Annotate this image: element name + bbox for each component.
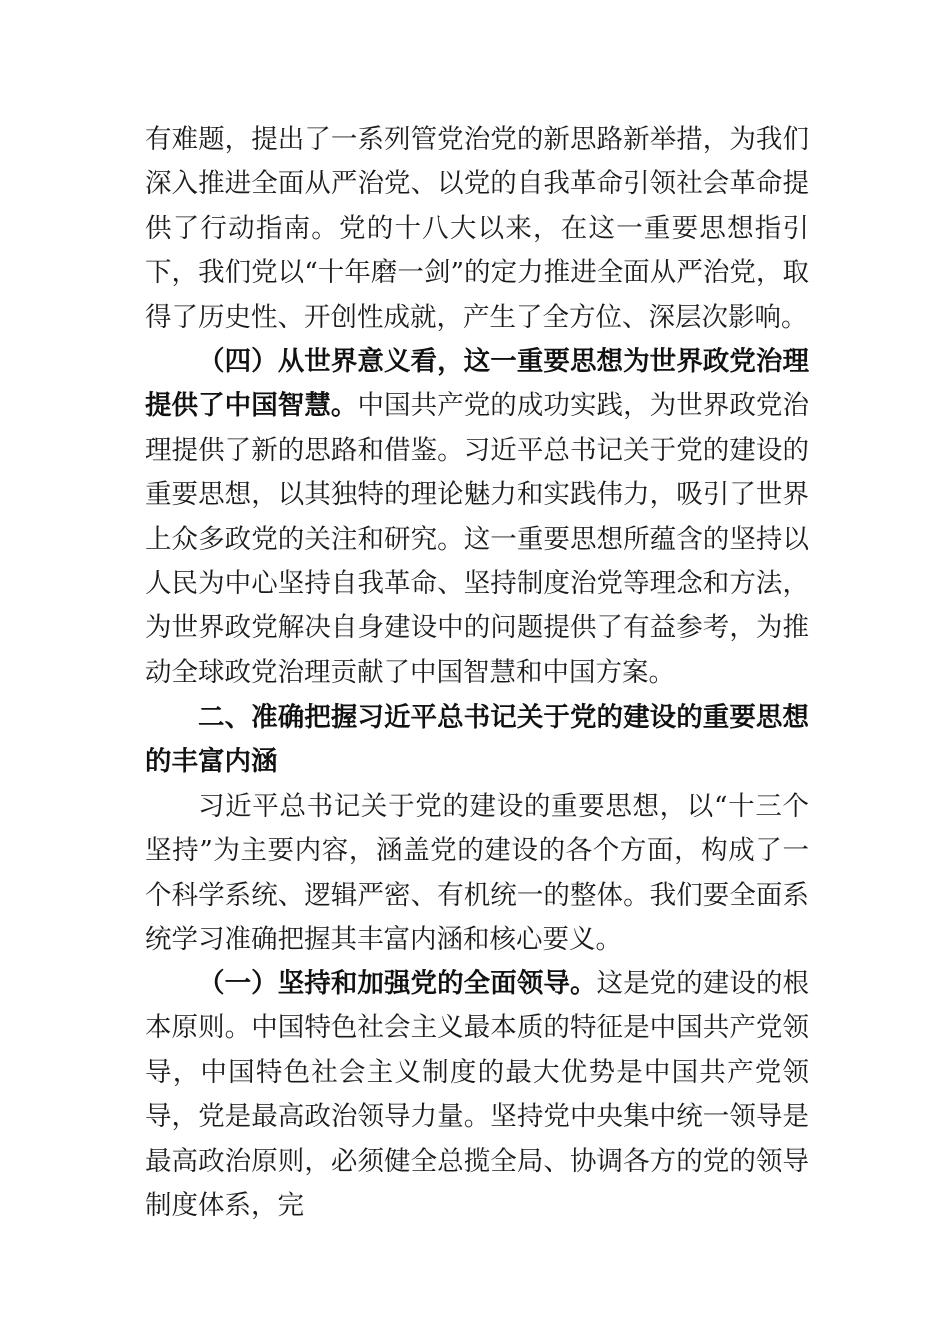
paragraph-party-leadership [145, 962, 809, 1228]
paragraph-text: 习近平总书记关于党的建设的重要思想，以“十三个坚持”为主要内容，涵盖党的建设的各个方面，构成了一个科学系统、逻辑严密、有机统一的整体。我们要全面系统学习准确把握其丰富内涵和核心要义。 [145, 791, 809, 956]
paragraph-world-significance [145, 340, 809, 695]
paragraph-body: 这是党的建设的根本原则。中国特色社会主义最本质的特征是中国共产党领导，中国特色社会主义制度的最大优势是中国共产党领导，党是最高政治领导力量。坚持党中央集中统一领导是最高政治原则，必须健全总揽全局、协调各方的党的领导制度体系，完 [145, 968, 810, 1222]
section-heading-text: 二、准确把握习近平总书记关于党的建设的重要思想的丰富内涵 [145, 702, 809, 778]
paragraph-continuation [145, 118, 809, 340]
paragraph-lead-bold: （一）坚持和加强党的全面领导。 [198, 968, 597, 999]
paragraph-lead-bold: （四）从世界意义看，这一重要思想为世界政党治理提供了中国智慧。 [145, 346, 809, 422]
paragraph-body: 中国共产党的成功实践，为世界政党治理提供了新的思路和借鉴。习近平总书记关于党的建设的重要思想，以其独特的理论魅力和实践伟力，吸引了世界上众多政党的关注和研究。这一重要思想所蕴含的坚持以人民为中心坚持自我革命、坚持制度治党等理念和方法，为世界政党解决自身建设中的问题提供了有益参考，为推动全球政党治理贡献了中国智慧和中国方案。 [145, 390, 809, 688]
paragraph-overview [145, 785, 809, 963]
section-heading [145, 696, 809, 785]
paragraph-text: 有难题，提出了一系列管党治党的新思路新举措，为我们深入推进全面从严治党、以党的自我革命引领社会革命提供了行动指南。党的十八大以来，在这一重要思想指引下，我们党以“十年磨一剑”的定力推进全面从严治党，取得了历史性、开创性成就，产生了全方位、深层次影响。 [145, 124, 809, 333]
